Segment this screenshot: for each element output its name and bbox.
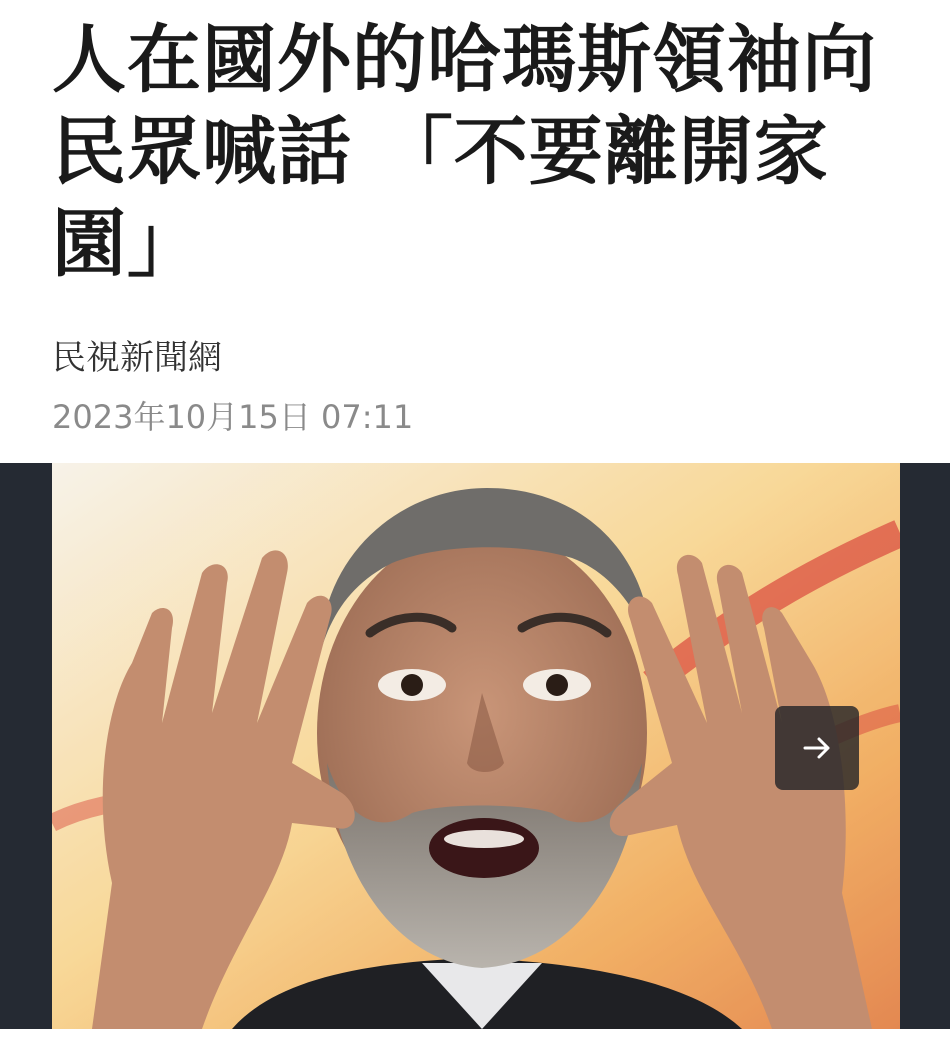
image-gallery[interactable] <box>0 463 950 1029</box>
news-photo-illustration <box>52 463 900 1029</box>
article-photo <box>52 463 900 1029</box>
article-headline: 人在國外的哈瑪斯領袖向民眾喊話 「不要離開家園」 <box>52 17 877 287</box>
article-timestamp: 2023年10月15日 07:11 <box>52 398 414 436</box>
article-source[interactable]: 民視新聞網 <box>52 338 222 378</box>
bottom-spacer <box>0 1029 950 1060</box>
arrow-right-icon <box>797 728 837 768</box>
gallery-next-button[interactable] <box>775 706 859 790</box>
